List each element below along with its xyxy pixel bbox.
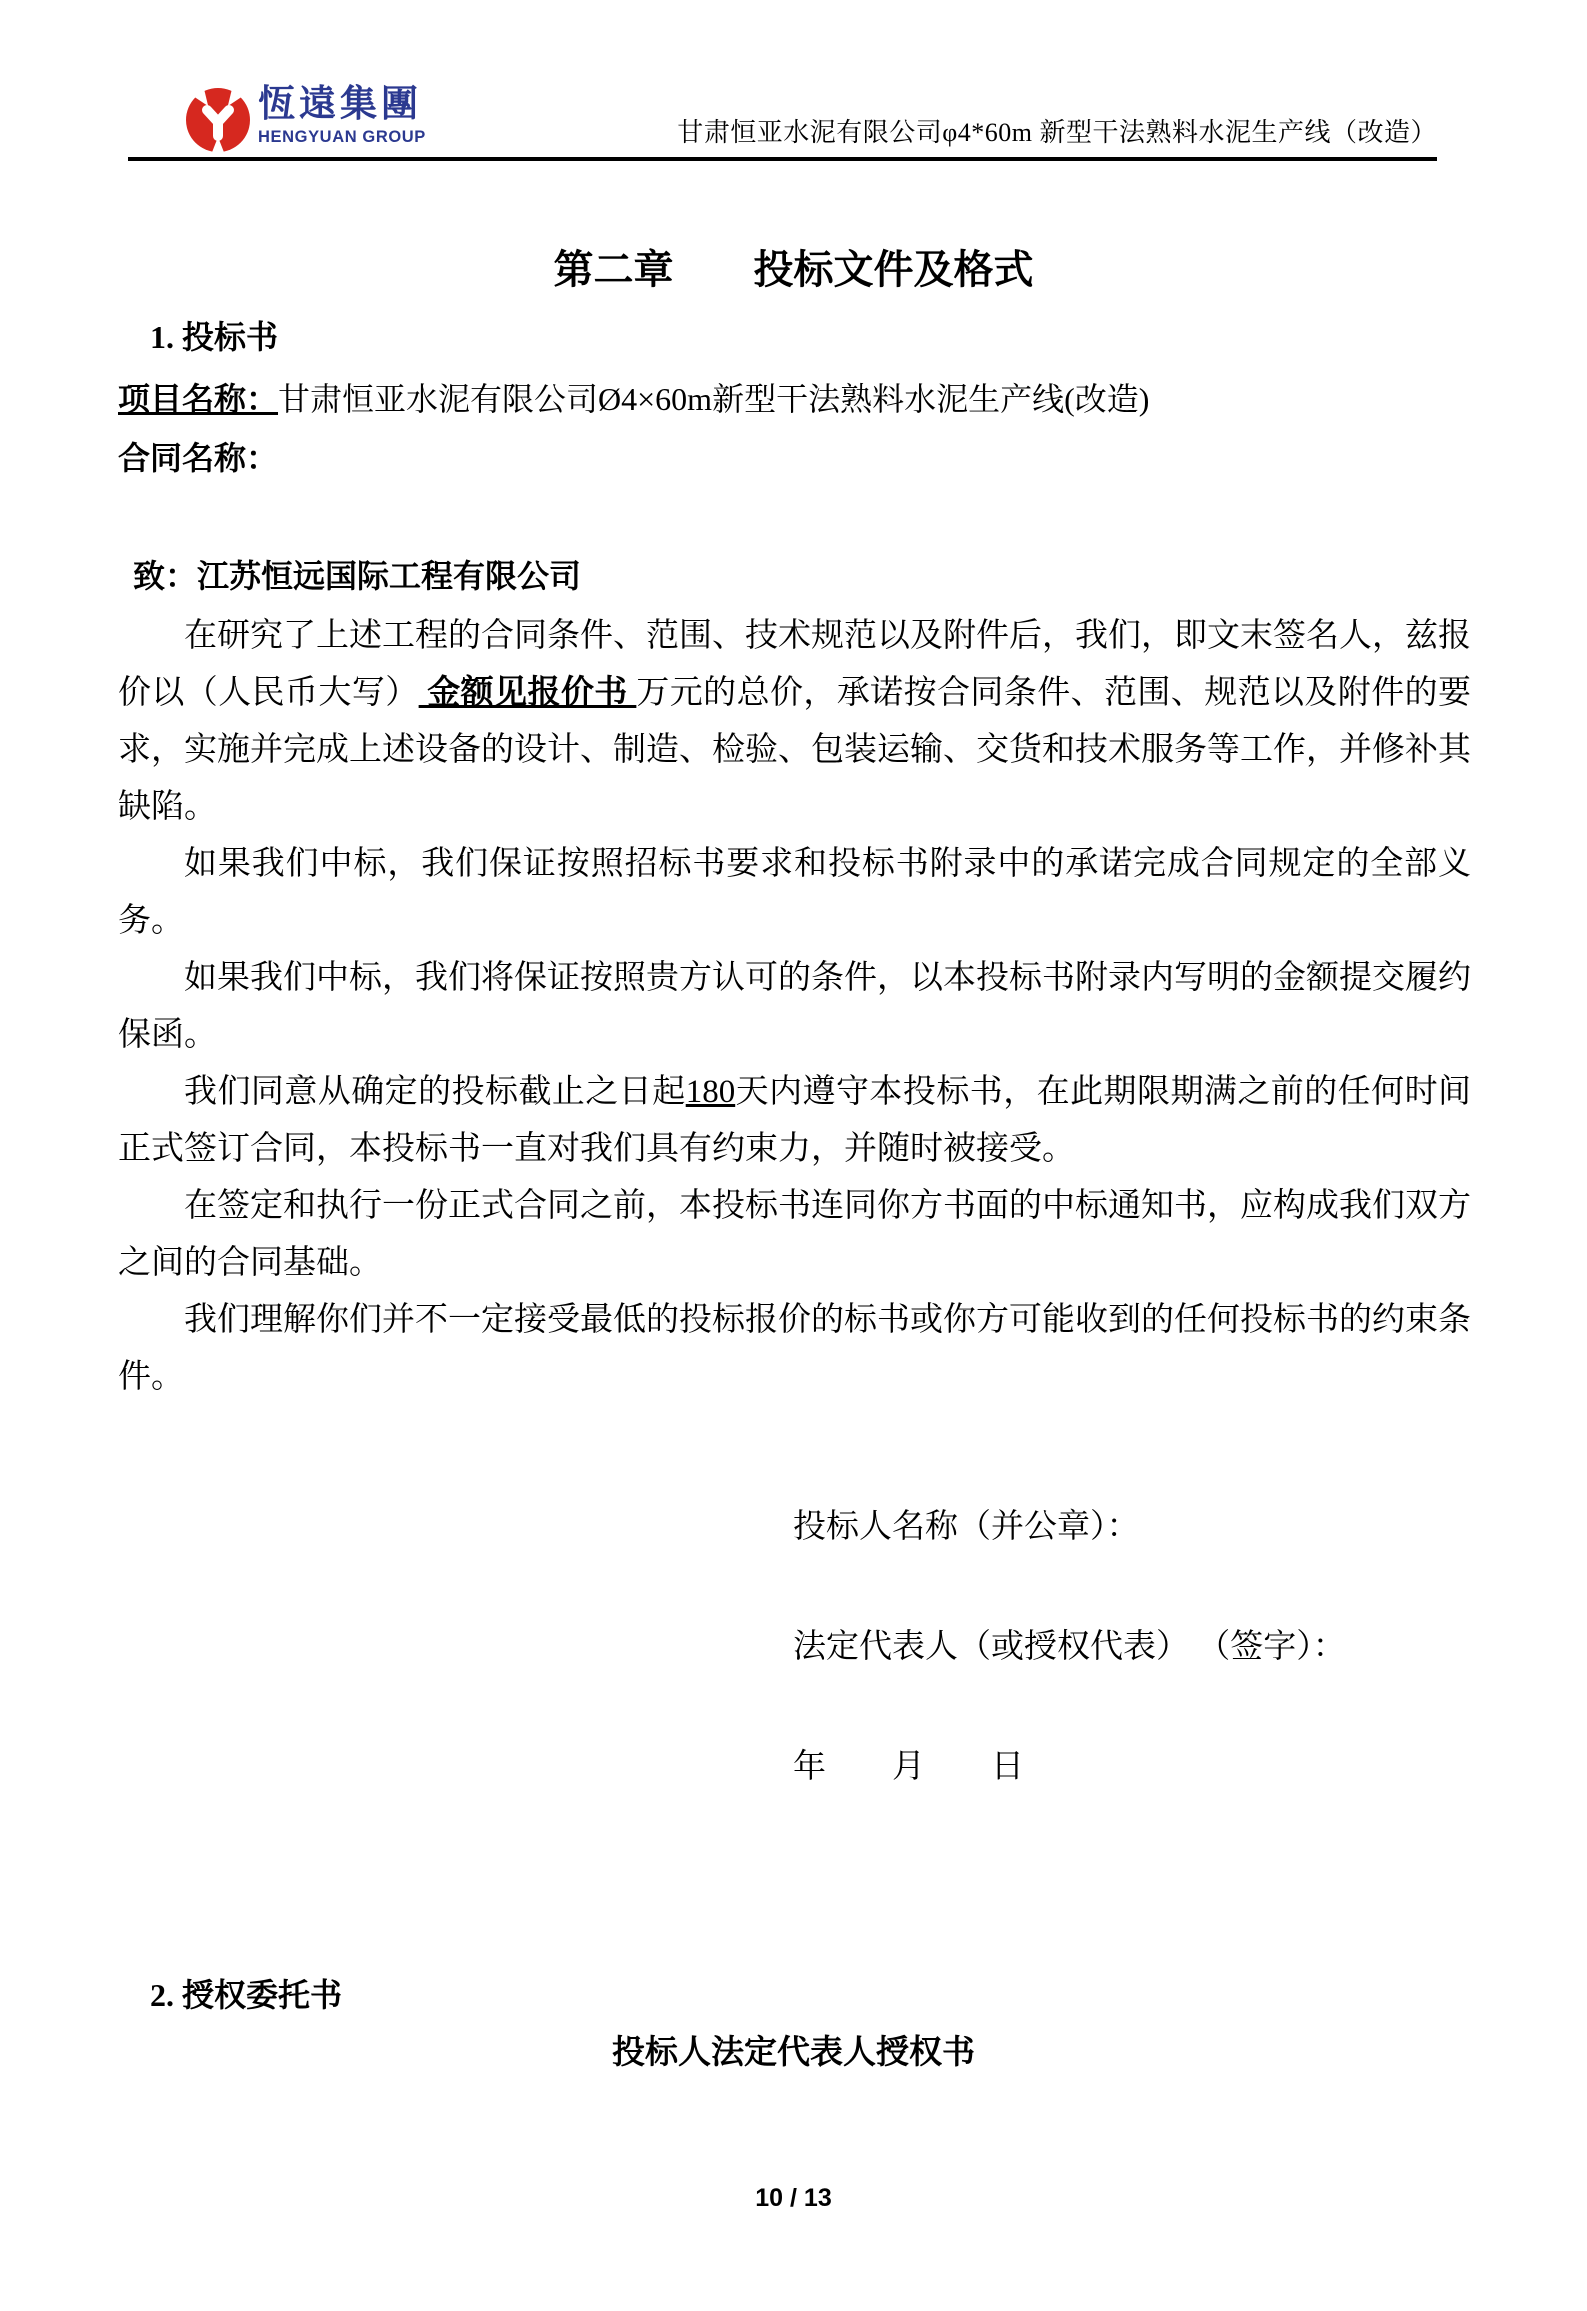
- project-name-value: 甘肃恒亚水泥有限公司Ø4×60m新型干法熟料水泥生产线(改造): [278, 381, 1150, 417]
- bidder-name-line: 投标人名称（并公章）：: [793, 1509, 1140, 1545]
- contract-name-line: 合同名称：: [118, 440, 279, 476]
- body-paragraphs: [118, 608, 1471, 1406]
- chapter-title: 第二章 投标文件及格式: [553, 247, 1034, 292]
- header-project-title: 甘肃恒亚水泥有限公司φ4*60m 新型干法熟料水泥生产线（改造）: [677, 118, 1437, 147]
- logo-english-name: HENGYUAN GROUP: [258, 128, 426, 146]
- company-logo: [186, 85, 426, 155]
- project-name-label: 项目名称：: [118, 381, 279, 417]
- addressee-label: 致：: [133, 558, 198, 594]
- body-paragraph: [118, 1064, 1471, 1178]
- body-paragraph: [118, 608, 1471, 836]
- legal-representative-line: 法定代表人（或授权代表） （签字）：: [793, 1629, 1346, 1665]
- section-2-heading: 2. 授权委托书: [150, 1977, 343, 2013]
- logo-chinese-name: 恆遠集團: [258, 84, 422, 125]
- text-segment: 180: [685, 1074, 736, 1110]
- section-2-subtitle: 投标人法定代表人授权书: [612, 2035, 975, 2071]
- project-name-line: [118, 374, 1149, 420]
- text-segment: 我们理解你们并不一定接受最低的投标报价的标书或你方可能收到的任何投标书的约束条件。: [118, 1302, 1471, 1395]
- date-line: 年 月 日: [793, 1749, 1024, 1785]
- addressee-value: 江苏恒远国际工程有限公司: [197, 558, 582, 594]
- section-1-heading: 1. 投标书: [150, 319, 279, 355]
- text-segment: 如果我们中标，我们保证按照招标书要求和投标书附录中的承诺完成合同规定的全部义务。: [118, 846, 1471, 939]
- text-segment: 我们同意从确定的投标截止之日起: [184, 1074, 686, 1110]
- header-divider: [128, 157, 1437, 161]
- body-paragraph: [118, 950, 1471, 1064]
- body-paragraph: [118, 836, 1471, 950]
- text-segment: 天内遵守本投标书，在此期限期满之前的任何时间正式签订合同，本投标书一直对我们具有约束力，并随时被接受。: [118, 1074, 1472, 1167]
- addressee-line: [133, 551, 581, 597]
- body-paragraph: [118, 1178, 1471, 1292]
- text-segment: 在签定和执行一份正式合同之前，本投标书连同你方书面的中标通知书，应构成我们双方之间的合同基础。: [118, 1188, 1471, 1281]
- hengyuan-logo-icon: [186, 85, 250, 155]
- page-number: 10 / 13: [755, 2184, 832, 2212]
- logo-text: [258, 85, 426, 146]
- text-segment: 金额见报价书: [418, 675, 637, 711]
- text-segment: 在研究了上述工程的合同条件、范围、技术规范以及附件后，我们，即文末签名人，兹报价以（人民币大写）: [118, 618, 1471, 711]
- text-segment: 如果我们中标，我们将保证按照贵方认可的条件，以本投标书附录内写明的金额提交履约保函。: [118, 960, 1471, 1053]
- body-paragraph: [118, 1292, 1471, 1406]
- text-segment: 万元的总价，承诺按合同条件、范围、规范以及附件的要求，实施并完成上述设备的设计、制造、检验、包装运输、交货和技术服务等工作，并修补其缺陷。: [118, 675, 1472, 825]
